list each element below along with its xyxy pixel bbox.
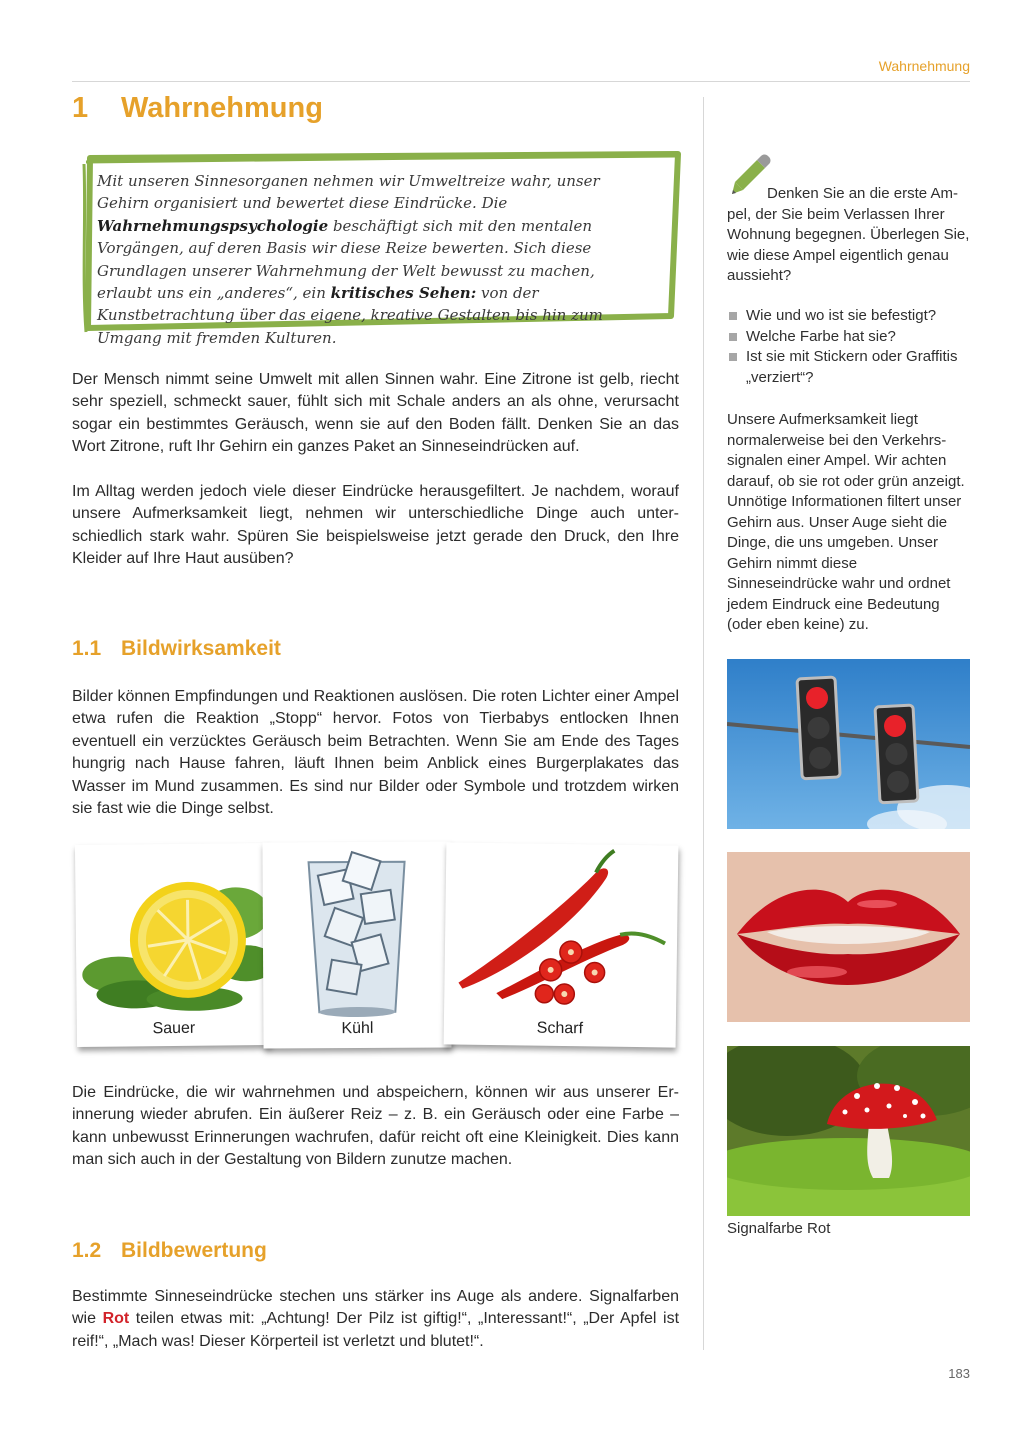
list-item-text: Ist sie mit Stickern oder Graffitis „verziert“? — [746, 348, 958, 386]
card-ice-glass — [262, 842, 451, 1049]
ice-glass-image — [262, 842, 451, 1049]
intro-text-part: von der Kunstbetrachtung über das eigene, kreative Gestalten bis hin zum Umgang mit fremden Kulturen. — [97, 284, 603, 347]
body-paragraph — [72, 1286, 679, 1353]
mushroom-photo — [727, 1046, 970, 1216]
intro-text-part: beschäftigt sich mit den mentalen Vorgängen, auf deren Basis wir diese Reize bewerten. Sich diese Grundlagen unserer Wahrnehmung der Welt bewusst zu machen, erlaubt uns ein „anderes“, ein — [97, 216, 595, 303]
section-number: 1.1 — [72, 637, 102, 660]
sidebar-bullet-list — [729, 306, 973, 388]
intro-text-part: Mit unseren Sinnesorganen nehmen wir Umweltreize wahr, unser Gehirn organisiert und bewertet diese Eindrücke. Die — [97, 172, 600, 213]
traffic-light-photo — [727, 659, 970, 829]
column-rule — [703, 97, 704, 1350]
section-title: Bildbewertung — [121, 1239, 267, 1262]
section-number: 1.2 — [72, 1239, 102, 1262]
list-item — [729, 347, 973, 388]
bullet-square-icon — [729, 312, 737, 320]
chili-image — [444, 842, 679, 1047]
bullet-square-icon — [729, 353, 737, 361]
running-head: Wahrnehmung — [878, 58, 970, 74]
section-title: Bildwirksamkeit — [121, 637, 281, 660]
chapter-title — [72, 92, 323, 125]
card-caption: Kühl — [341, 1019, 374, 1038]
page-number: 183 — [948, 1366, 970, 1381]
lips-photo — [727, 852, 970, 1022]
lemon-image — [75, 843, 271, 1047]
header-rule — [72, 81, 970, 82]
highlight-rot: Rot — [102, 1310, 130, 1328]
section-heading — [72, 1239, 267, 1263]
list-item — [729, 327, 973, 348]
card-caption: Scharf — [536, 1019, 584, 1038]
body-paragraph: Die Eindrücke, die wir wahrnehmen und abspeichern, können wir aus unserer Erinnerung wieder abrufen. Ein äußerer Reiz – z. B. ein Geräusch oder eine Farbe – kann unbewusst Erinnerungen wachrufen, dafür reicht oft eine Kleinigkeit. Dies kann man sich auch in der Gestaltung von Bildern zunutze machen. — [72, 1084, 679, 1169]
list-item-text: Wie und wo ist sie befestigt? — [746, 307, 937, 324]
section-heading — [72, 637, 281, 661]
card-caption: Sauer — [152, 1019, 196, 1038]
intro-text — [97, 170, 653, 349]
card-lemon — [75, 843, 271, 1047]
chapter-number: 1 — [72, 92, 89, 124]
intro-keyword: Wahrnehmungspsychologie — [97, 216, 329, 235]
list-item — [729, 306, 973, 327]
bullet-square-icon — [729, 333, 737, 341]
photo-caption: Signalfarbe Rot — [727, 1220, 831, 1237]
sidebar-prompt — [727, 184, 971, 287]
chapter-title-text: Wahrnehmung — [121, 92, 323, 124]
body-paragraph: Bilder können Empfindungen und Reaktionen auslösen. Die roten Lichter einer Ampel etwa rufen die Reaktion „Stopp“ hervor. Fotos von Tierbabys entlocken Ihnen eventuell ein verzücktes Geräusch beim Betrachten. Wenn Sie am Ende des Tages hungrig nach Hause fahren, läuft Ihnen beim Anblick eines Burgerplakates das Wasser im Mund zusammen. Es sind nur Bilder oder Symbole und trotzdem wirken sie fast wie die Dinge selbst. — [72, 688, 679, 818]
intro-keyword: kritisches Sehen: — [330, 284, 477, 303]
sidebar-prompt-text: Denken Sie an die erste Ampel, der Sie beim Verlassen Ihrer Wohnung begegnen. Überlegen Sie, wie diese Ampel eigentlich genau aussieht? — [727, 185, 970, 284]
text-part: teilen etwas mit: „Achtung! Der Pilz ist giftig!“, „Interessant!“, „Der Apfel ist reif!“, „Mach was! Dieser Körperteil ist verletzt und blutet!“. — [72, 1310, 680, 1350]
text-part: Bestimmte Sinneseindrücke stechen uns stärker ins Auge als andere. Signalfarben wie — [72, 1288, 679, 1328]
body-paragraph: Der Mensch nimmt seine Umwelt mit allen Sinnen wahr. Eine Zitrone ist gelb, riecht sehr speziell, schmeckt sauer, fühlt sich mit Schale anders an als ohne, verursacht sogar ein bestimmtes Geräusch, wenn sie auf den Boden fällt. Denken Sie an das Wort Zitrone, ruft Ihr Gehirn ein ganzes Paket an Sinneseindrücken auf. — [72, 371, 679, 456]
card-chili — [444, 842, 679, 1047]
body-paragraph: Im Alltag werden jedoch viele dieser Eindrücke herausgefiltert. Je nachdem, worauf unsere Aufmerksamkeit liegt, nehmen wir unterschiedliche Dinge auch unterschiedlich stark wahr. Spüren Sie beispielsweise jetzt gerade den Druck, den Ihre Kleider auf Ihre Haut ausüben? — [72, 483, 679, 568]
sidebar-note: Unsere Aufmerksamkeit liegt normalerweise bei den Verkehrssignalen einer Ampel. Wir achten darauf, ob sie rot oder grün anzeigt. Unnötige Informationen filtert unser Gehirn aus. Unser Auge sieht die Dinge, die uns umgeben. Unser Gehirn nimmt diese Sinneseindrücke wahr und ordnet jedem Eindruck eine Bedeutung (oder eben keine) zu. — [727, 411, 965, 633]
list-item-text: Welche Farbe hat sie? — [746, 327, 896, 345]
